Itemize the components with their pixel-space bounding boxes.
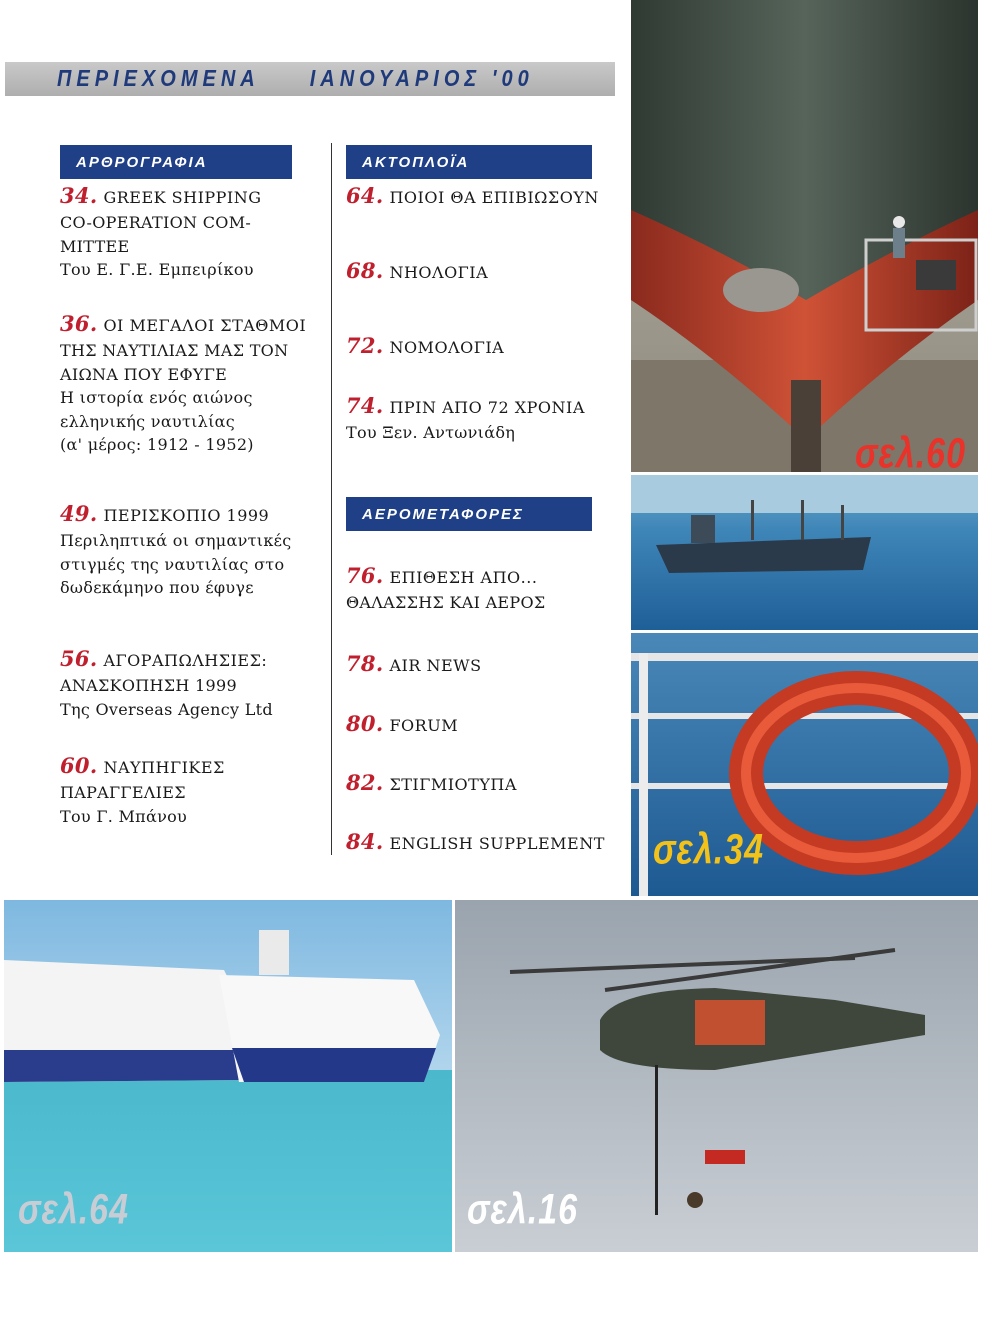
toc-entry[interactable] (346, 831, 605, 855)
toc-entry[interactable] (60, 313, 306, 457)
page-ref-caption: σελ.16 (467, 1186, 579, 1234)
section-title: ΑΡΘΡΟΓΡΑΦΙΑ (76, 153, 208, 171)
entry-author: Του Ε. Γ.Ε. Εμπειρίκου (60, 260, 254, 279)
ship-hull-illustration (631, 0, 978, 472)
section-title: ΑΚΤΟΠΛΟΪΑ (362, 153, 470, 171)
contents-header (5, 62, 615, 96)
entry-title: ΝΗΟΛΟΓΙΑ (389, 263, 489, 282)
entry-line: ελληνικής ναυτιλίας (60, 411, 236, 431)
page-number: 49. (60, 501, 98, 526)
entry-line: CO-OPERATION COM- (60, 213, 252, 232)
entry-title: ΠΕΡΙΣΚΟΠΙΟ 1999 (103, 506, 270, 525)
page-number: 78. (346, 651, 384, 676)
page-number: 82. (346, 770, 384, 795)
toc-entry[interactable] (346, 185, 599, 209)
photo-lifebuoy (631, 633, 978, 896)
toc-entry[interactable] (346, 565, 546, 615)
entry-title: FORUM (389, 716, 459, 735)
entry-line: Η ιστορία ενός αιώνος (60, 388, 253, 407)
entry-title: GREEK SHIPPING (103, 188, 262, 207)
section-bar-articles (60, 145, 292, 179)
entry-title: ΕΠΙΘΕΣΗ ΑΠΟ... (389, 568, 538, 587)
photo-ship-hull (631, 0, 978, 472)
entry-line: ΑΙΩΝΑ ΠΟΥ ΕΦΥΓΕ (60, 364, 228, 384)
page-number: 74. (346, 393, 384, 418)
entry-title: ΝΑΥΠΗΓΙΚΕΣ (103, 758, 225, 777)
entry-title: ΣΤΙΓΜΙΟΤΥΠΑ (389, 775, 517, 794)
page-number: 56. (60, 646, 98, 671)
page-number: 80. (346, 711, 384, 736)
toc-entry[interactable] (346, 395, 585, 445)
page-number: 72. (346, 333, 384, 358)
page-number: 34. (60, 183, 98, 208)
photo-helicopter (455, 900, 978, 1252)
entry-title: ΠΟΙΟΙ ΘΑ ΕΠΙΒΙΩΣΟΥΝ (389, 188, 599, 207)
page-number: 76. (346, 563, 384, 588)
toc-entry[interactable] (346, 713, 458, 737)
entry-title: ΝΟΜΟΛΟΓΙΑ (389, 338, 505, 357)
left-column (60, 145, 330, 826)
toc-entry[interactable] (346, 335, 504, 359)
contents-label: ΠΕΡΙΕΧΟΜΕΝΑ (57, 65, 260, 92)
page-number: 64. (346, 183, 384, 208)
photo-ferries (4, 900, 452, 1252)
section-bar-coastal-shipping (346, 145, 592, 179)
entry-title: ΟΙ ΜΕΓΑΛΟΙ ΣΤΑΘΜΟΙ (103, 316, 307, 335)
entry-line: (α' μέρος: 1912 - 1952) (60, 435, 254, 454)
entry-line: ΠΑΡΑΓΓΕΛΙΕΣ (60, 783, 186, 802)
entry-title: ΑΓΟΡΑΠΩΛΗΣΙΕΣ: (103, 651, 268, 670)
toc-entry[interactable] (60, 755, 225, 828)
entry-line: στιγμές της ναυτιλίας στο (60, 554, 285, 574)
toc-entry[interactable] (346, 772, 517, 796)
entry-author: Του Ξεν. Αντωνιάδη (346, 423, 516, 442)
entry-author: Του Γ. Μπάνου (60, 806, 188, 826)
entry-line: δωδεκάμηνο που έφυγε (60, 578, 254, 597)
section-bar-air-transport (346, 497, 592, 531)
entry-line: ΑΝΑΣΚΟΠΗΣΗ 1999 (60, 676, 237, 695)
entry-line: ΤΗΣ ΝΑΥΤΙΛΙΑΣ ΜΑΣ ΤΟΝ (60, 341, 289, 360)
entry-line: MITTEE (60, 236, 130, 256)
column-divider (331, 143, 332, 855)
toc-entry[interactable] (346, 260, 488, 284)
entry-author: Της Overseas Agency Ltd (60, 699, 273, 719)
page-number: 68. (346, 258, 384, 283)
entry-title: ΠΡΙΝ ΑΠΟ 72 ΧΡΟΝΙΑ (389, 398, 585, 417)
page-number: 36. (60, 311, 98, 336)
page-number: 60. (60, 753, 98, 778)
toc-entry[interactable] (60, 503, 291, 600)
cargo-ship-illustration (631, 475, 978, 630)
toc-entry[interactable] (60, 185, 262, 282)
page-ref-caption: σελ.60 (854, 430, 966, 472)
entry-title: ENGLISH SUPPLEMENT (389, 834, 605, 853)
page-ref-caption: σελ.34 (653, 826, 765, 874)
section-title: ΑΕΡΟΜΕΤΑΦΟΡΕΣ (362, 505, 524, 523)
toc-entry[interactable] (346, 653, 482, 677)
page-number: 84. (346, 829, 384, 854)
page-ref-caption: σελ.64 (18, 1186, 130, 1234)
entry-line: ΘΑΛΑΣΣΗΣ ΚΑΙ ΑΕΡΟΣ (346, 593, 546, 612)
toc-entry[interactable] (60, 648, 273, 721)
entry-line: Περιληπτικά οι σημαντικές (60, 531, 292, 550)
photo-cargo-ship (631, 475, 978, 630)
right-column (346, 145, 626, 854)
entry-title: AIR NEWS (389, 656, 482, 675)
issue-label: ΙΑΝΟΥΑΡΙΟΣ '00 (309, 65, 534, 92)
